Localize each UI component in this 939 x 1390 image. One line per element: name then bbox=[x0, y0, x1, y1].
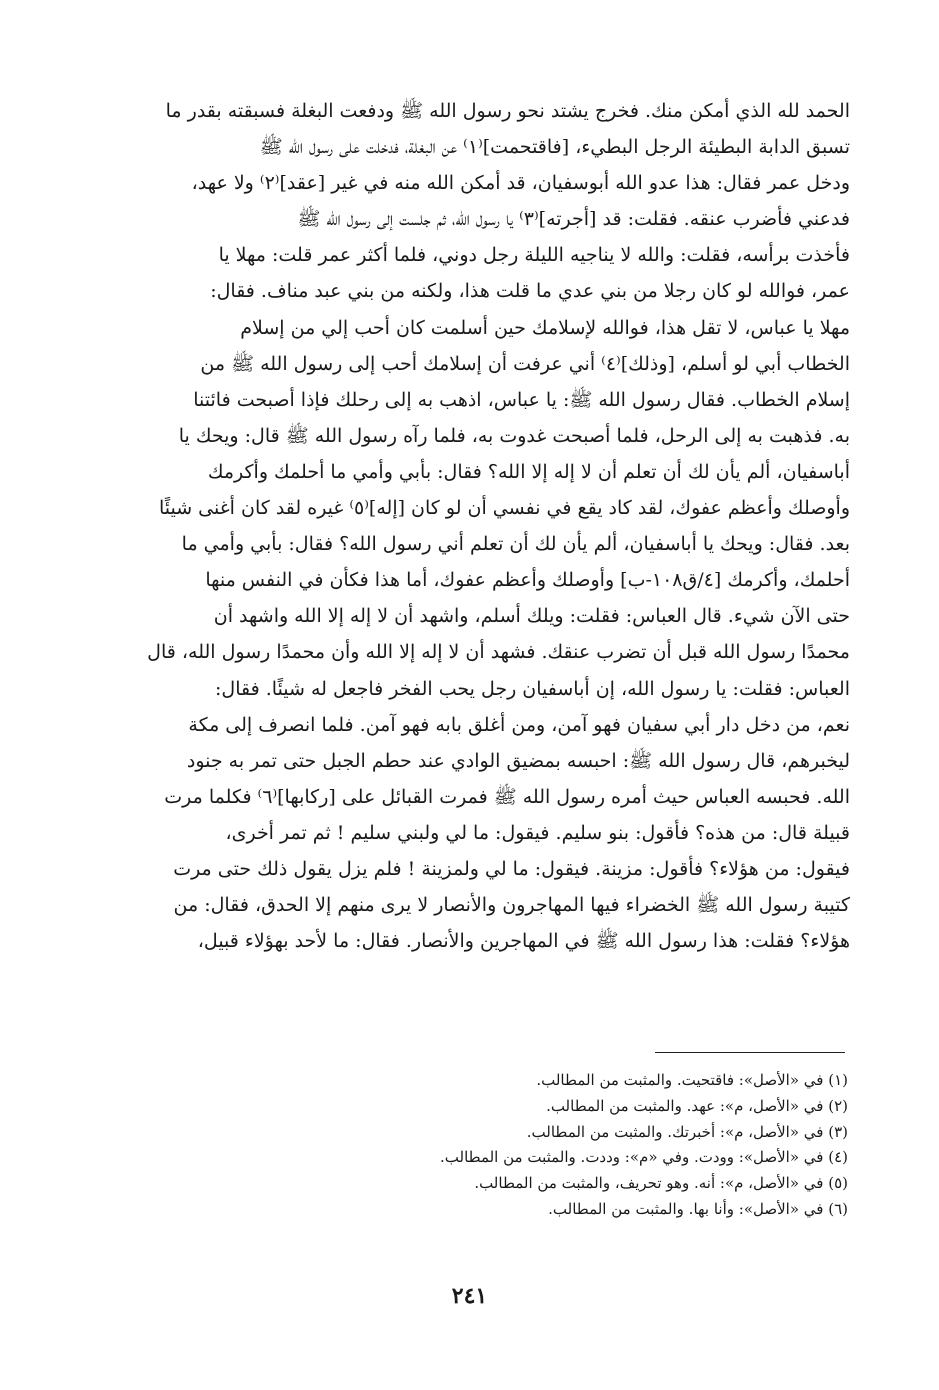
text-line: إسلام الخطاب. فقال رسول الله ﷺ: يا عباس، اذهب به إلى رحلك فإذا أصبحت فائتنا bbox=[193, 388, 850, 411]
footnote-separator bbox=[655, 1052, 845, 1053]
footnote: (٢) في «الأصل، م»: عهد. والمثبت من المطالب. bbox=[546, 1096, 848, 1115]
text-line: الخطاب أبي لو أسلم، [وذلك]⁽٤⁾ أني عرفت أن إسلامك أحب إلى رسول الله ﷺ من bbox=[200, 352, 850, 375]
text-line: حتى الآن شيء. قال العباس: فقلت: ويلك أسلم، واشهد أن لا إله إلا الله واشهد أن bbox=[213, 605, 850, 628]
text-line: ودخل عمر فقال: هذا عدو الله أبوسفيان، قد أمكن الله منه في غير [عقد]⁽٢⁾ ولا عهد، bbox=[191, 172, 850, 195]
text-line: العباس: فقلت: يا رسول الله، إن أباسفيان رجل يحب الفخر فاجعل له شيئًا. فقال: bbox=[215, 677, 850, 700]
text-line: قبيلة قال: من هذه؟ فأقول: بنو سليم. فيقول: ما لي ولبني سليم ! ثم تمر أخرى، bbox=[225, 821, 850, 844]
text-line: بعد. فقال: ويحك يا أباسفيان، ألم يأن لك أن تعلم أني رسول الله؟ فقال: بأبي وأمي ما bbox=[181, 533, 850, 556]
text-line: أحلمك، وأكرمك [٤/ق١٠٨-ب] وأوصلك وأعظم عفوك، أما هذا فكأن في النفس منها bbox=[205, 569, 850, 592]
text-line: به. فذهبت به إلى الرحل، فلما أصبحت غدوت به، فلما رآه رسول الله ﷺ قال: ويحك يا bbox=[178, 424, 850, 447]
footnote: (٣) في «الأصل، م»: أخبرتك. والمثبت من المطالب. bbox=[526, 1122, 848, 1141]
footnotes bbox=[300, 1068, 848, 1223]
footnote: (٥) في «الأصل، م»: أنه. وهو تحريف، والمثبت من المطالب. bbox=[474, 1174, 848, 1193]
text-line: عمر، فوالله لو كان رجلا من بني عدي ما قلت هذا، ولكنه من بني عبد مناف. فقال: bbox=[210, 280, 850, 303]
footnote: (٤) في «الأصل»: وودت. وفي «م»: وددت. والمثبت من المطالب. bbox=[440, 1148, 848, 1167]
text-line: ليخبرهم، قال رسول الله ﷺ: احبسه بمضيق الوادي عند حطم الجبل حتى تمر به جنود bbox=[186, 749, 850, 772]
page-number: ٢٤١ bbox=[451, 1283, 488, 1309]
text-line: كتيبة رسول الله ﷺ الخضراء فيها المهاجرون والأنصار لا يرى منهم إلا الحدق، فقال: من bbox=[173, 894, 850, 917]
footnote: (٦) في «الأصل»: وأنا بها. والمثبت من المطالب. bbox=[548, 1199, 848, 1218]
text-line: الله. فحبسه العباس حيث أمره رسول الله ﷺ فمرت القبائل على [ركابها]⁽٦⁾ فكلما مرت bbox=[164, 785, 850, 808]
text-line: مهلا يا عباس، لا تقل هذا، فوالله لإسلامك حين أسلمت كان أحب إلي من إسلام bbox=[240, 316, 850, 339]
text-line: فيقول: من هؤلاء؟ فأقول: مزينة. فيقول: ما لي ولمزينة ! فلم يزل يقول ذلك حتى مرت bbox=[173, 857, 850, 880]
text-line: هؤلاء؟ فقلت: هذا رسول الله ﷺ في المهاجرين والأنصار. فقال: ما لأحد بهؤلاء قبيل، bbox=[197, 930, 850, 953]
text-line: محمدًا رسول الله قبل أن تضرب عنقك. فشهد أن لا إله إلا الله وأن محمدًا رسول الله، قال bbox=[147, 641, 850, 664]
main-text bbox=[92, 93, 850, 959]
text-line: أباسفيان، ألم يأن لك أن تعلم أن لا إله إلا الله؟ فقال: بأبي وأمي ما أحلمك وأكرمك bbox=[207, 460, 850, 483]
text-line: فأخذت برأسه، فقلت: والله لا يناجيه الليلة رجل دوني، فلما أكثر عمر قلت: مهلا يا bbox=[218, 244, 850, 267]
text-line: نعم، من دخل دار أبي سفيان فهو آمن، ومن أغلق بابه فهو آمن. فلما انصرف إلى مكة bbox=[188, 713, 850, 736]
text-line: الحمد لله الذي أمكن منك. فخرج يشتد نحو رسول الله ﷺ ودفعت البغلة فسبقته بقدر ما bbox=[165, 100, 850, 122]
footnote: (١) في «الأصل»: فاقتحيت. والمثبت من المطالب. bbox=[536, 1071, 848, 1089]
text-line: وأوصلك وأعظم عفوك، لقد كاد يقع في نفسي أن لو كان [إله]⁽٥⁾ غيره لقد كان أغنى شيئًا bbox=[158, 497, 850, 520]
text-line: تسبق الدابة البطيئة الرجل البطيء، [فاقتحمت]⁽١⁾ عن البغلة، فدخلت على رسول الله ﷺ bbox=[259, 136, 850, 159]
text-line: فدعني فأضرب عنقه. فقلت: قد [أجرته]⁽٣⁾ يا رسول الله، ثم جلست إلى رسول الله ﷺ bbox=[297, 208, 850, 231]
